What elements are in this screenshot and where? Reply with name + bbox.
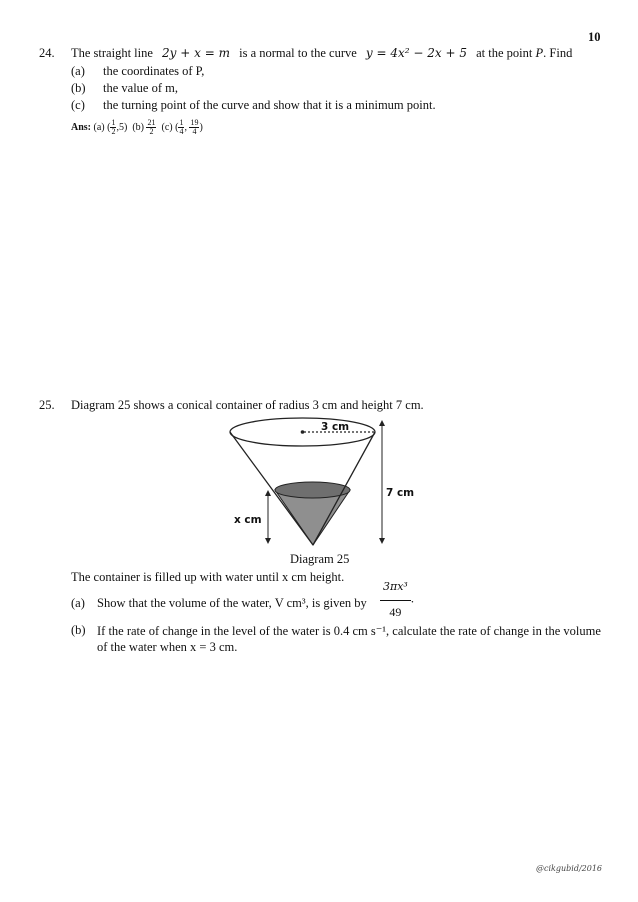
volume-numerator: 3πx³ [380, 580, 411, 601]
q25-number: 25. [39, 398, 55, 412]
radius-label: 3 cm [321, 421, 350, 433]
q24-part-b-text: the value of m, [103, 81, 178, 95]
q24-point: P [535, 46, 544, 60]
answer-b-label: (b) [132, 121, 144, 133]
water-surface [275, 482, 350, 498]
q24-intro-d: . Find [543, 46, 573, 60]
q24-part-a-label: (a) [71, 64, 85, 78]
formula-end: . [410, 591, 414, 606]
q24-answer: Ans: (a) ( $\frac{1}{2}$ ,5) (b) $\frac{21}{2}$ (c) ( $\frac{1}{4}$ , $\frac{19}{4}$ ) [71, 118, 203, 136]
q24-part-c-text: the turning point of the curve and show that it is a minimum point. [103, 98, 436, 112]
page-number: 10 [588, 30, 601, 44]
q25-part-a-label: (a) [71, 596, 85, 610]
volume-formula [380, 580, 414, 619]
q24-curve-equation: y = 4x² − 2x + 5 [365, 46, 467, 60]
q25-intro: Diagram 25 shows a conical container of radius 3 cm and height 7 cm. [71, 398, 424, 412]
answer-c-x-fraction: $\frac{1}{4}$ [179, 118, 184, 136]
q25-part-a-text: Show that the volume of the water, V cm³, is given by [97, 596, 367, 610]
height-arrow-head-top [379, 420, 385, 426]
q24-stem [71, 46, 572, 61]
cone-centre-point [301, 430, 305, 434]
answer-b-fraction: $\frac{21}{2}$ [147, 118, 156, 136]
q24-intro-a: The straight line [71, 46, 153, 60]
q25-filled-text: The container is filled up with water until x cm height. [71, 570, 345, 584]
q24-intro-c: at the point [476, 46, 533, 60]
q25-part-b-label: (b) [71, 623, 86, 637]
credit-text: @cikgubid/2016 [536, 864, 603, 873]
q24-number: 24. [39, 46, 55, 60]
q25-part-b-line1: If the rate of change in the level of the water is 0.4 cm s⁻¹, calculate the rate of change in the volume [97, 624, 601, 638]
q24-part-c-label: (c) [71, 98, 85, 112]
answer-a-label: (a) [93, 121, 105, 133]
answer-a-y: ,5) [116, 121, 128, 133]
q24-line-equation: 2y + x = m [162, 46, 230, 60]
q25-part-b-line2: of the water when x = 3 cm. [97, 640, 238, 654]
q24-part-a-text: the coordinates of P, [103, 64, 205, 78]
water-height-label: x cm [234, 514, 262, 526]
q24-intro-b: is a normal to the curve [239, 46, 357, 60]
volume-fraction [380, 580, 411, 619]
volume-denominator: 49 [389, 605, 402, 619]
answer-c-label: (c) [161, 121, 173, 133]
water-arrow-head-top [265, 490, 271, 496]
answer-label: Ans: [71, 121, 92, 133]
cone-diagram [220, 412, 420, 552]
answer-c-y-fraction: $\frac{19}{4}$ [190, 118, 199, 136]
answer-a-x-fraction: $\frac{1}{2}$ [111, 118, 116, 136]
height-label: 7 cm [386, 487, 415, 499]
water-arrow-head-bottom [265, 538, 271, 544]
diagram-caption: Diagram 25 [290, 552, 350, 566]
height-arrow-head-bottom [379, 538, 385, 544]
q24-part-b-label: (b) [71, 81, 86, 95]
